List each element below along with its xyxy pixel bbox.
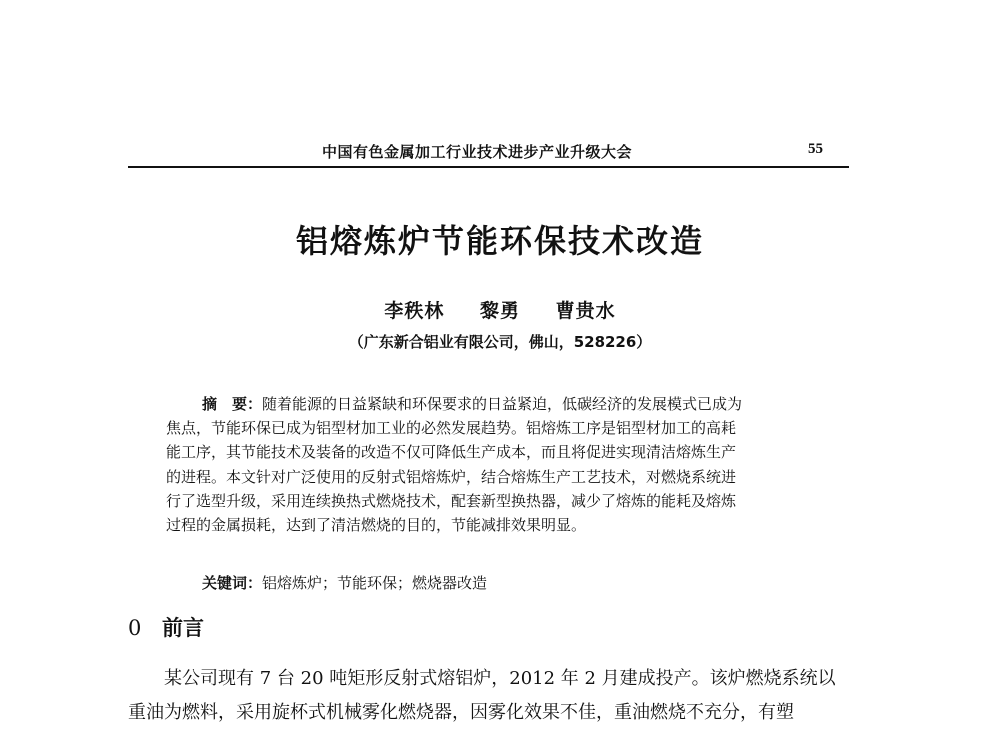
header-rule [128, 166, 849, 168]
section-number: 0 [128, 616, 142, 640]
abstract-line: 焦点，节能环保已成为铝型材加工业的必然发展趋势。铝熔炼工序是铝型材加工的高耗 [166, 419, 737, 438]
abstract [166, 392, 816, 537]
body-line: 某公司现有 7 台 20 吨矩形反射式熔铝炉，2012 年 2 月建成投产。该炉燃烧系统以 [164, 668, 836, 689]
abstract-line: 能工序，其节能技术及装备的改造不仅可降低生产成本，而且将促进实现清洁熔炼生产 [166, 443, 737, 462]
running-header-title: 中国有色金属加工行业技术进步产业升级大会 [322, 143, 633, 161]
abstract-text: 随着能源的日益紧缺和环保要求的日益紧迫，低碳经济的发展模式已成为 [262, 395, 743, 413]
author-name: 黎勇 [479, 300, 520, 322]
abstract-line [166, 392, 816, 416]
abstract-line: 行了选型升级，采用连续换热式燃烧技术，配套新型换热器，减少了熔炼的能耗及熔炼 [166, 491, 737, 510]
author-name: 曹贵水 [555, 300, 616, 322]
abstract-label: 摘 要： [202, 395, 263, 413]
affiliation: （广东新合铝业有限公司，佛山，528226） [348, 333, 652, 351]
body-line: 重油为燃料，采用旋杯式机械雾化燃烧器，因雾化效果不佳，重油燃烧不充分，有塑 [128, 702, 794, 723]
author-name: 李秩林 [384, 300, 445, 322]
abstract-line: 过程的金属损耗，达到了清洁燃烧的目的，节能减排效果明显。 [166, 516, 587, 535]
section-title: 前言 [162, 615, 204, 640]
page-number: 55 [808, 141, 823, 157]
keywords-label: 关键词： [202, 574, 263, 592]
author-list [0, 296, 1000, 323]
keywords-text: 铝熔炼炉；节能环保；燃烧器改造 [262, 574, 488, 592]
paper-title: 铝熔炼炉节能环保技术改造 [295, 222, 704, 260]
body-text [128, 662, 868, 730]
abstract-line: 的进程。本文针对广泛使用的反射式铝熔炼炉，结合熔炼生产工艺技术，对燃烧系统进 [166, 467, 737, 486]
keywords [202, 572, 487, 593]
section-heading [128, 612, 204, 642]
